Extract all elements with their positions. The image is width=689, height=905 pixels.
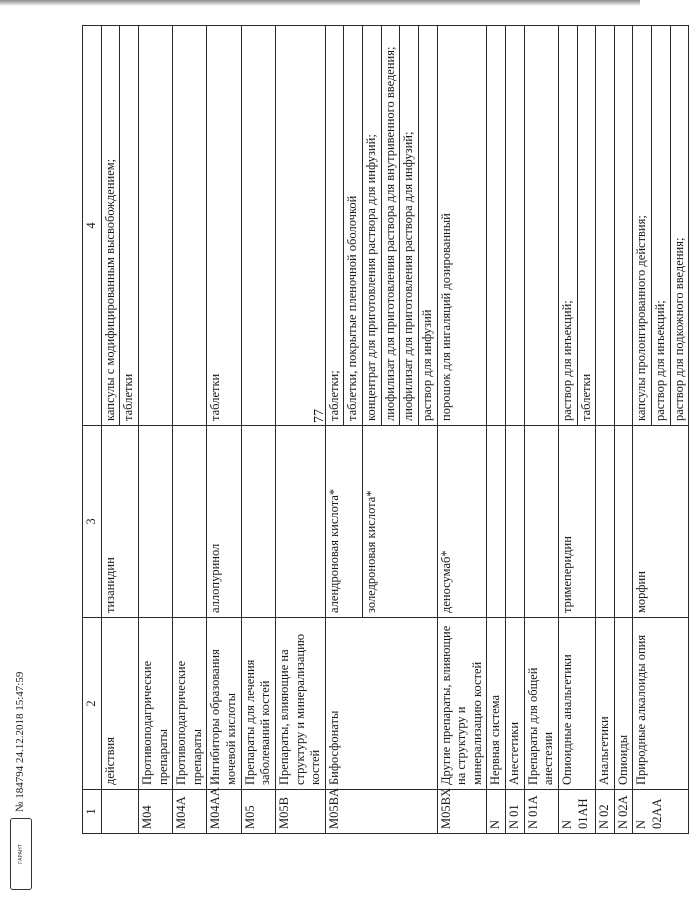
atc-code-cell: N 01AH: [558, 790, 595, 834]
seal-label: ГАРАНТ: [18, 844, 24, 864]
atc-code-cell: [101, 790, 138, 834]
dosage-form-cell: таблетки;: [325, 26, 344, 426]
drug-name-cell: [506, 426, 525, 618]
drug-name-cell: [614, 426, 633, 618]
garant-seal: [10, 818, 32, 890]
drug-name-cell: [596, 426, 615, 618]
dosage-form-cell: таблетки: [207, 26, 241, 426]
table-row: [325, 26, 344, 834]
dosage-form-cell: раствор для инъекций;: [652, 26, 671, 426]
dosage-form-cell: концентрат для приготовления раствора для инфузий;: [363, 26, 382, 426]
drug-name-cell: тизанидин: [101, 426, 138, 618]
group-name-cell: Опиоиды: [614, 618, 633, 790]
group-name-cell: Противоподагрические препараты: [173, 618, 207, 790]
header-cell: 1: [83, 790, 102, 834]
table-row: [633, 26, 652, 834]
table-row: [596, 26, 615, 834]
group-name-cell: действия: [101, 618, 138, 790]
group-name-cell: Нервная система: [487, 618, 506, 790]
dosage-form-cell: лиофилизат для приготовления раствора для инфузий;: [400, 26, 419, 426]
atc-code-cell: N 02AA: [633, 790, 689, 834]
drug-name-cell: [138, 426, 172, 618]
group-name-cell: Препараты для лечения заболеваний костей: [241, 618, 275, 790]
table-row: [207, 26, 241, 834]
table-row: [614, 26, 633, 834]
drug-name-cell: деносумаб*: [437, 426, 487, 618]
atc-code-cell: N 02: [596, 790, 615, 834]
dosage-form-cell: [241, 26, 275, 426]
header-cell: 4: [83, 26, 102, 426]
drug-name-cell: [241, 426, 275, 618]
table-row: [506, 26, 525, 834]
table-row: [275, 26, 325, 834]
group-name-cell: Препараты, влияющие на структуру и минерализацию костей: [275, 618, 325, 790]
dosage-form-cell: таблетки: [120, 26, 139, 426]
dosage-form-cell: раствор для инфузий: [418, 26, 437, 426]
table-row: [241, 26, 275, 834]
scan-edge-shadow: [0, 0, 640, 6]
atc-code-cell: N 01A: [524, 790, 558, 834]
table-row: [558, 26, 577, 834]
header-cell: 3: [83, 426, 102, 618]
dosage-form-cell: капсулы с модифицированным высвобождением;: [101, 26, 120, 426]
dosage-form-cell: капсулы пролонгированного действия;: [633, 26, 652, 426]
drug-name-cell: [487, 426, 506, 618]
drug-name-cell: аллопуринол: [207, 426, 241, 618]
atc-code-cell: M04AA: [207, 790, 241, 834]
drug-name-cell: [524, 426, 558, 618]
dosage-form-cell: лиофилизат для приготовления раствора для внутривенного введения;: [381, 26, 400, 426]
dosage-form-cell: таблетки, покрытые пленочной оболочкой: [344, 26, 363, 426]
dosage-form-cell: [614, 26, 633, 426]
group-name-cell: Противоподагрические препараты: [138, 618, 172, 790]
atc-code-cell: M04A: [173, 790, 207, 834]
dosage-form-cell: [173, 26, 207, 426]
group-name-cell: Природные алкалоиды опия: [633, 618, 689, 790]
dosage-form-cell: [275, 26, 325, 426]
dosage-form-cell: [487, 26, 506, 426]
dosage-form-cell: [524, 26, 558, 426]
dosage-form-cell: [138, 26, 172, 426]
group-name-cell: Анальгетики: [596, 618, 615, 790]
drug-name-cell: тримеперидин: [558, 426, 595, 618]
dosage-form-cell: порошок для ингаляций дозированный: [437, 26, 487, 426]
header-cell: 2: [83, 618, 102, 790]
drug-name-cell: золедроновая кислота*: [363, 426, 438, 618]
dosage-form-cell: раствор для подкожного введения;: [670, 26, 689, 426]
group-name-cell: Препараты для общей анестезии: [524, 618, 558, 790]
group-name-cell: Бифосфонаты: [325, 618, 437, 790]
group-name-cell: Опиоидные анальгетики: [558, 618, 595, 790]
table-row: [487, 26, 506, 834]
drug-name-cell: алендроновая кислота*: [325, 426, 362, 618]
dosage-form-cell: таблетки: [577, 26, 596, 426]
table-row: [437, 26, 487, 834]
drug-name-cell: [275, 426, 325, 618]
drug-table: [82, 25, 689, 834]
atc-code-cell: M05BX: [437, 790, 487, 834]
atc-code-cell: N: [487, 790, 506, 834]
table-header-row: [83, 26, 102, 834]
table-row: [524, 26, 558, 834]
dosage-form-cell: [506, 26, 525, 426]
atc-code-cell: M05BA: [325, 790, 437, 834]
document-stamp: № 184794 24.12.2018 15:47:59: [14, 671, 26, 812]
table-row: [101, 26, 120, 834]
drug-name-cell: [173, 426, 207, 618]
atc-code-cell: N 01: [506, 790, 525, 834]
atc-code-cell: N 02A: [614, 790, 633, 834]
table-row: [173, 26, 207, 834]
atc-code-cell: M05: [241, 790, 275, 834]
drug-name-cell: морфин: [633, 426, 689, 618]
page-number-text: 77: [312, 409, 327, 423]
document-stamp-area: [8, 640, 68, 890]
drug-table-frame: [82, 26, 686, 834]
group-name-cell: Анестетики: [506, 618, 525, 790]
table-row: [138, 26, 172, 834]
group-name-cell: Другие препараты, влияющие на структуру и минерализацию костей: [437, 618, 487, 790]
rotated-table-wrapper: [82, 26, 686, 834]
rotated-stamp-wrapper: [8, 640, 68, 890]
group-name-cell: Ингибиторы образования мочевой кислоты: [207, 618, 241, 790]
atc-code-cell: M04: [138, 790, 172, 834]
atc-code-cell: M05B: [275, 790, 325, 834]
dosage-form-cell: раствор для инъекций;: [558, 26, 577, 426]
dosage-form-cell: [596, 26, 615, 426]
